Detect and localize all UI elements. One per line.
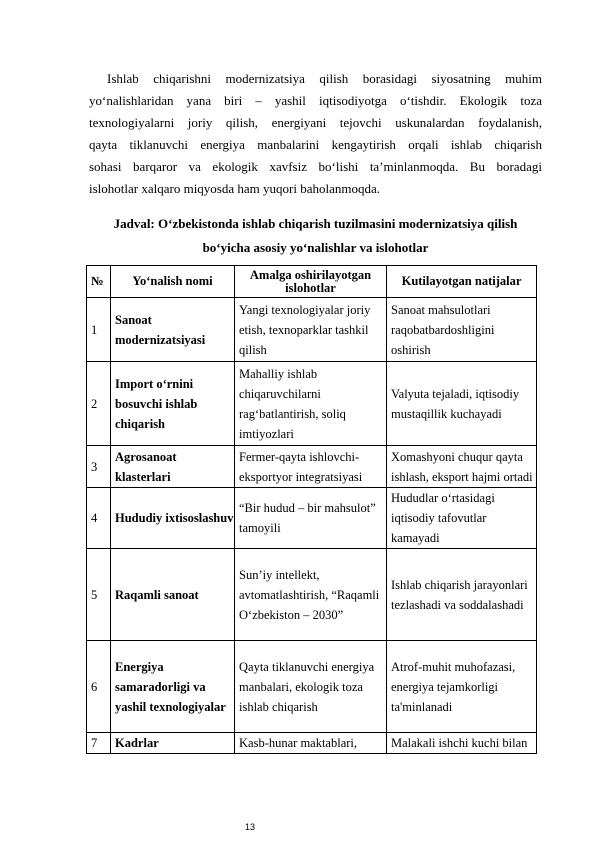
- row-direction: Agrosanoat klasterlari: [111, 446, 235, 488]
- table-header-row: [87, 266, 537, 298]
- table-row: [87, 298, 537, 362]
- reforms-table: [86, 265, 537, 754]
- paragraph-line: sohasi barqaror va ekologik xavfsiz bo‘lishi ta’minlanmoqda. Bu boradagi: [89, 159, 542, 174]
- row-reforms: Fermer-qayta ishlovchi-eksportyor integratsiyasi: [235, 446, 387, 488]
- page-number: 13: [245, 822, 256, 832]
- row-direction: Import o‘rnini bosuvchi ishlab chiqarish: [111, 362, 235, 446]
- paragraph-line: texnologiyalarni joriy qilish, energiyani tejovchi uskunalardan foydalanish,: [89, 115, 542, 130]
- row-direction: Energiya samaradorligi va yashil texnologiyalar: [111, 641, 235, 733]
- table-row: [87, 733, 537, 754]
- header-number: №: [87, 266, 111, 298]
- row-number: 3: [87, 446, 111, 488]
- row-reforms: Sun’iy intellekt, avtomatlashtirish, “Raqamli O‘zbekiston – 2030”: [235, 549, 387, 641]
- table-row: [87, 641, 537, 733]
- row-direction: Raqamli sanoat: [111, 549, 235, 641]
- row-results: Xomashyoni chuqur qayta ishlash, eksport hajmi ortadi: [387, 446, 537, 488]
- table-caption-line-1: Jadval: O‘zbekistonda ishlab chiqarish tuzilmasini modernizatsiya qilish: [113, 216, 518, 231]
- row-results: Malakali ishchi kuchi bilan: [387, 733, 537, 754]
- row-number: 4: [87, 488, 111, 549]
- row-direction: Hududiy ixtisoslashuv: [111, 488, 235, 549]
- row-number: 1: [87, 298, 111, 362]
- row-number: 7: [87, 733, 111, 754]
- table-caption-line-2: bo‘yicha asosiy yo‘nalishlar va islohotlar: [202, 240, 429, 255]
- row-results: Sanoat mahsulotlari raqobatbardoshligini oshirish: [387, 298, 537, 362]
- row-reforms: Qayta tiklanuvchi energiya manbalari, ekologik toza ishlab chiqarish: [235, 641, 387, 733]
- header-direction: Yo‘nalish nomi: [111, 266, 235, 298]
- row-direction: Kadrlar: [111, 733, 235, 754]
- body-paragraph: [89, 68, 542, 200]
- header-reforms: Amalga oshirilayotgan islohotlar: [235, 266, 387, 298]
- table-row: [87, 549, 537, 641]
- row-reforms: Kasb-hunar maktablari,: [235, 733, 387, 754]
- table-row: [87, 488, 537, 549]
- row-results: Ishlab chiqarish jarayonlari tezlashadi va soddalashadi: [387, 549, 537, 641]
- header-results: Kutilayotgan natijalar: [387, 266, 537, 298]
- row-direction: Sanoat modernizatsiyasi: [111, 298, 235, 362]
- row-number: 5: [87, 549, 111, 641]
- paragraph-line: yo‘nalishlaridan yana biri – yashil iqtisodiyotga o‘tishdir. Ekologik toza: [89, 93, 542, 108]
- paragraph-line: qayta tiklanuvchi energiya manbalarini kengaytirish orqali ishlab chiqarish: [89, 137, 542, 152]
- row-number: 2: [87, 362, 111, 446]
- row-number: 6: [87, 641, 111, 733]
- paragraph-line: islohotlar xalqaro miqyosda ham yuqori baholanmoqda.: [89, 181, 380, 196]
- row-reforms: “Bir hudud – bir mahsulot” tamoyili: [235, 488, 387, 549]
- row-results: Valyuta tejaladi, iqtisodiy mustaqillik kuchayadi: [387, 362, 537, 446]
- table-row: [87, 446, 537, 488]
- row-reforms: Yangi texnologiyalar joriy etish, texnoparklar tashkil qilish: [235, 298, 387, 362]
- row-results: Atrof-muhit muhofazasi, energiya tejamkorligi ta'minlanadi: [387, 641, 537, 733]
- row-results: Hududlar o‘rtasidagi iqtisodiy tafovutlar kamayadi: [387, 488, 537, 549]
- row-reforms: Mahalliy ishlab chiqaruvchilarni rag‘batlantirish, soliq imtiyozlari: [235, 362, 387, 446]
- paragraph-line: Ishlab chiqarishni modernizatsiya qilish borasidagi siyosatning muhim: [107, 71, 542, 86]
- table-row: [87, 362, 537, 446]
